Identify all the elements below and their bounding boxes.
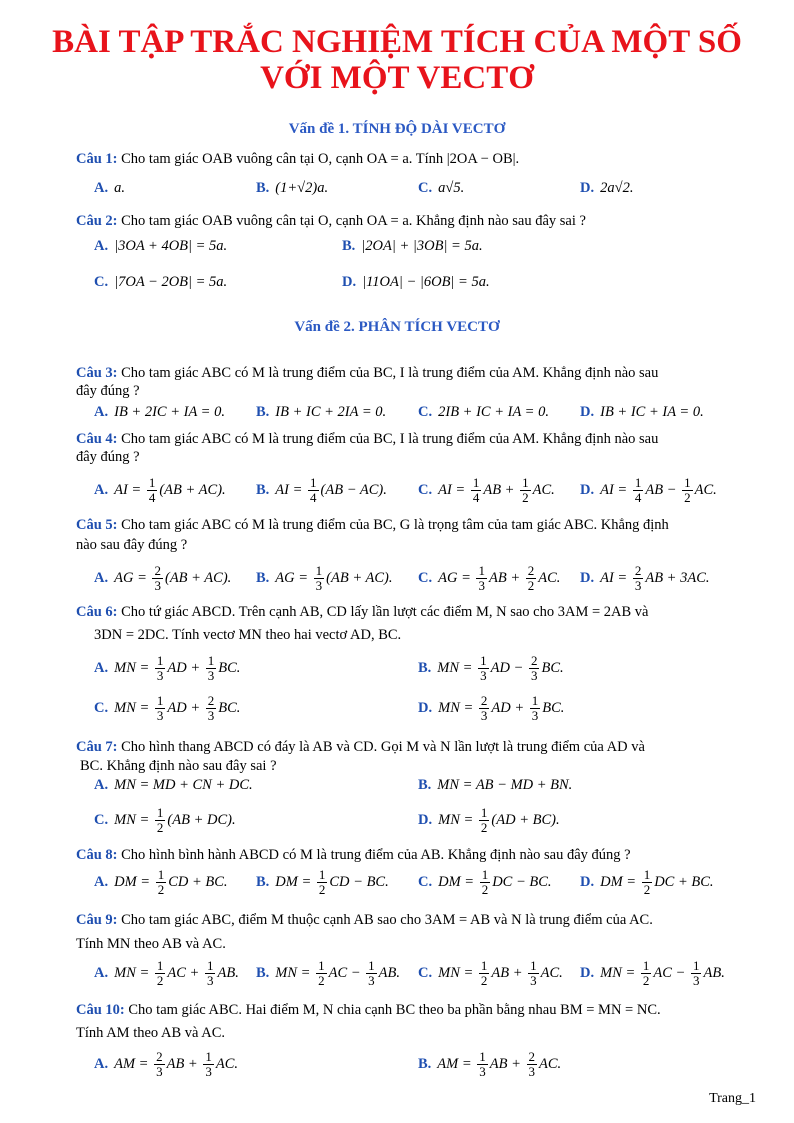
q3-option-b[interactable]: B. IB + IC + 2IA = 0. [256,404,387,420]
q6-option-d[interactable]: D. MN = $\frac{2}{3}$ AD + $\frac{1}{3}$ BC. [418,693,565,723]
q5-option-c[interactable]: C. AG = $\frac{1}{3}$ AB + $\frac{2}{2}$ AC. [418,563,561,593]
question-4-cont: đây đúng ? [76,449,140,465]
q1-option-c[interactable]: C. a√5. [418,180,465,196]
question-10: Câu 10: Cho tam giác ABC. Hai điểm M, N chia cạnh BC theo ba phần bằng nhau BM = MN = NC. [76,1002,661,1018]
page-title-line1: BÀI TẬP TRẮC NGHIỆM TÍCH CỦA MỘT SỐ [52,24,742,60]
q3-option-d[interactable]: D. IB + IC + IA = 0. [580,404,704,420]
question-1 [76,150,756,168]
q8-option-c[interactable]: C. DM = $\frac{1}{2}$ DC − BC. [418,867,552,897]
question-label: Câu 1: [76,151,118,167]
question-9-cont: Tính MN theo AB và AC. [76,936,226,952]
q1-option-b[interactable]: B. (1+√2)a. [256,180,329,196]
question-7: Câu 7: Cho hình thang ABCD có đáy là AB và CD. Gọi M và N lần lượt là trung điểm của AD và [76,739,645,755]
q8-option-a[interactable]: A. DM = $\frac{1}{2}$ CD + BC. [94,867,228,897]
q4-option-c[interactable]: C. AI = $\frac{1}{4}$ AB + $\frac{1}{2}$ AC. [418,475,555,505]
section-heading-2: Vấn đề 2. PHÂN TÍCH VECTƠ [294,319,500,335]
q5-option-d[interactable]: D. AI = $\frac{2}{3}$ AB + 3AC. [580,563,710,593]
q2-option-a[interactable]: A. |3OA + 4OB| = 5a. [94,238,228,254]
question-3: Câu 3: Cho tam giác ABC có M là trung điểm của BC, I là trung điểm của AM. Khẳng định nào sau [76,365,659,381]
q9-option-c[interactable]: C. MN = $\frac{1}{2}$ AB + $\frac{1}{3}$ AC. [418,958,563,988]
q7-option-b[interactable]: B. MN = AB − MD + BN. [418,777,573,793]
q2-option-c[interactable]: C. |7OA − 2OB| = 5a. [94,274,228,290]
question-8: Câu 8: Cho hình bình hành ABCD có M là trung điểm của AB. Khẳng định nào sau đây đúng ? [76,847,631,863]
page-title-line2: VỚI MỘT VECTƠ [260,60,534,96]
q6-option-c[interactable]: C. MN = $\frac{1}{3}$ AD + $\frac{2}{3}$ BC. [94,693,241,723]
question-7-cont: BC. Khẳng định nào sau đây sai ? [80,758,277,774]
q9-option-d[interactable]: D. MN = $\frac{1}{2}$ AC − $\frac{1}{3}$ AB. [580,958,725,988]
question-9: Câu 9: Cho tam giác ABC, điểm M thuộc cạnh AB sao cho 3AM = AB và N là trung điểm của AC. [76,912,653,928]
question-5-cont: nào sau đây đúng ? [76,537,188,553]
question-4: Câu 4: Cho tam giác ABC có M là trung điểm của BC, I là trung điểm của AM. Khẳng định nào sau [76,431,659,447]
q7-option-a[interactable]: A. MN = MD + CN + DC. [94,777,253,793]
question-6-cont: 3DN = 2DC. Tính vectơ MN theo hai vectơ AD, BC. [94,627,402,643]
question-6: Câu 6: Cho tứ giác ABCD. Trên cạnh AB, CD lấy lần lượt các điểm M, N sao cho 3AM = 2AB và [76,604,649,620]
q6-option-b[interactable]: B. MN = $\frac{1}{3}$ AD − $\frac{2}{3}$ BC. [418,653,564,683]
q4-option-a[interactable]: A. AI = $\frac{1}{4}$ (AB + AC). [94,475,226,505]
question-10-cont: Tính AM theo AB và AC. [76,1025,226,1041]
q7-option-d[interactable]: D. MN = $\frac{1}{2}$ (AD + BC). [418,805,560,835]
q9-option-b[interactable]: B. MN = $\frac{1}{2}$ AC − $\frac{1}{3}$ AB. [256,958,401,988]
q8-option-b[interactable]: B. DM = $\frac{1}{2}$ CD − BC. [256,867,389,897]
q7-option-c[interactable]: C. MN = $\frac{1}{2}$ (AB + DC). [94,805,236,835]
q3-option-c[interactable]: C. 2IB + IC + IA = 0. [418,404,549,420]
q10-option-a[interactable]: A. AM = $\frac{2}{3}$ AB + $\frac{1}{3}$ AC. [94,1049,238,1079]
question-2 [76,212,756,230]
q2-option-d[interactable]: D. |11OA| − |6OB| = 5a. [342,274,490,290]
q2-option-b[interactable]: B. |2OA| + |3OB| = 5a. [342,238,483,254]
q10-option-b[interactable]: B. AM = $\frac{1}{3}$ AB + $\frac{2}{3}$ AC. [418,1049,562,1079]
q5-option-a[interactable]: A. AG = $\frac{2}{3}$ (AB + AC). [94,563,232,593]
q8-option-d[interactable]: D. DM = $\frac{1}{2}$ DC + BC. [580,867,714,897]
question-label: Câu 2: [76,213,118,229]
question-text: Cho tam giác OAB vuông cân tại O, cạnh OA = a. Khẳng định nào sau đây sai ? [121,213,586,229]
question-3-cont: đây đúng ? [76,383,140,399]
q4-option-b[interactable]: B. AI = $\frac{1}{4}$ (AB − AC). [256,475,387,505]
q1-option-a[interactable]: A. a. [94,180,125,196]
q3-option-a[interactable]: A. IB + 2IC + IA = 0. [94,404,225,420]
section-heading-1: Vấn đề 1. TÍNH ĐỘ DÀI VECTƠ [288,121,506,137]
q1-option-d[interactable]: D. 2a√2. [580,180,634,196]
question-text: Cho tam giác OAB vuông cân tại O, cạnh OA = a. Tính |2OA − OB|. [121,151,520,167]
q6-option-a[interactable]: A. MN = $\frac{1}{3}$ AD + $\frac{1}{3}$ BC. [94,653,241,683]
q9-option-a[interactable]: A. MN = $\frac{1}{2}$ AC + $\frac{1}{3}$ AB. [94,958,239,988]
question-5: Câu 5: Cho tam giác ABC có M là trung điểm của BC, G là trọng tâm của tam giác ABC. Khẳng định [76,517,669,533]
q4-option-d[interactable]: D. AI = $\frac{1}{4}$ AB − $\frac{1}{2}$ AC. [580,475,717,505]
page-number: Trang_1 [709,1091,756,1106]
q5-option-b[interactable]: B. AG = $\frac{1}{3}$ (AB + AC). [256,563,393,593]
